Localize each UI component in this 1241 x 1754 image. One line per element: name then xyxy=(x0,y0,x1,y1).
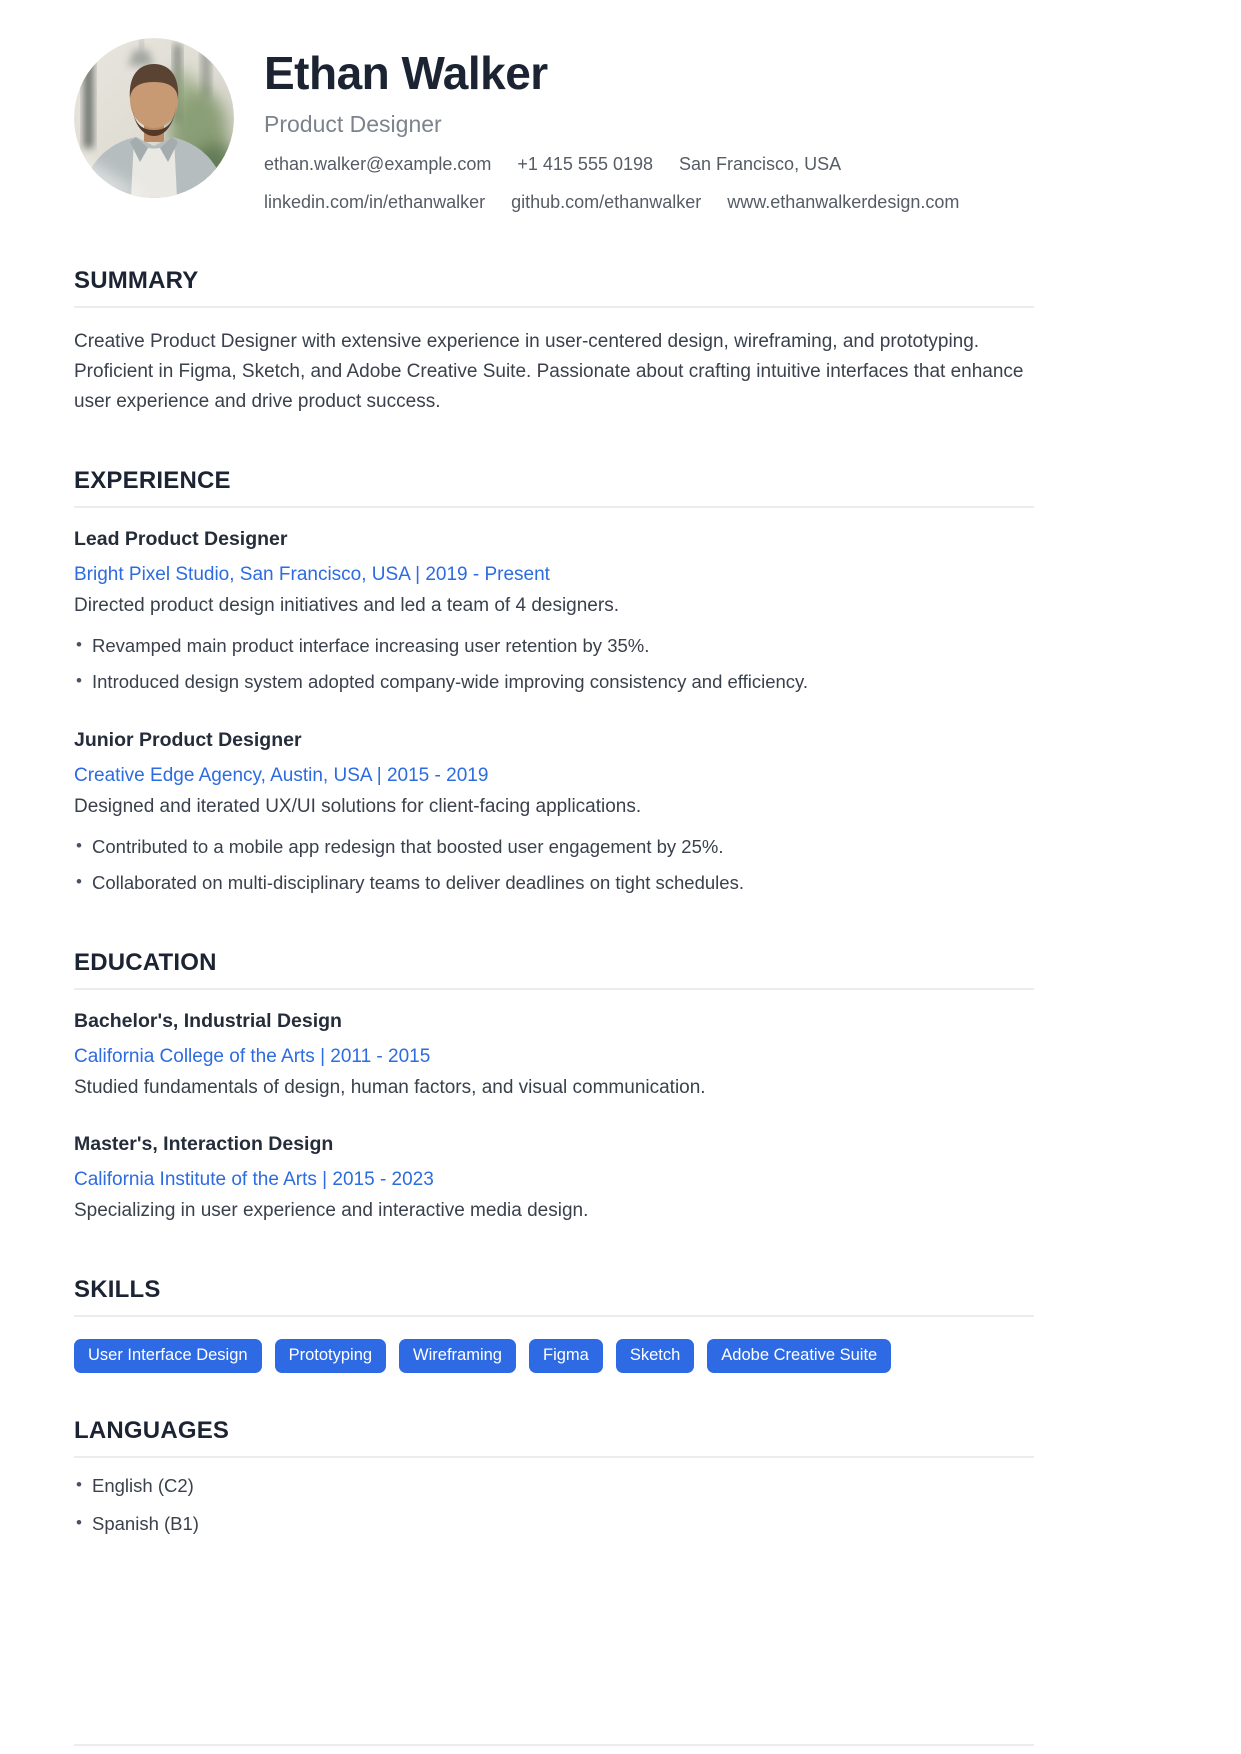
skills-heading: SKILLS xyxy=(74,1276,161,1304)
section-divider xyxy=(74,1315,1034,1317)
job-description: Designed and iterated UX/UI solutions for client-facing applications. xyxy=(74,795,642,817)
skill-chip: Adobe Creative Suite xyxy=(707,1339,891,1373)
job-bullet: • Collaborated on multi-disciplinary teams to deliver deadlines on tight schedules. xyxy=(74,871,1034,896)
education-heading: EDUCATION xyxy=(74,949,217,977)
job-title-text: Junior Product Designer xyxy=(74,728,302,751)
skill-chip: User Interface Design xyxy=(74,1339,262,1373)
job-bullet-list xyxy=(74,634,1034,695)
degree-meta-link: California College of the Arts | 2011 - 2015 xyxy=(74,1046,431,1068)
skill-chip: Prototyping xyxy=(275,1339,386,1373)
person-name: Ethan Walker xyxy=(264,47,548,99)
summary-text: Creative Product Designer with extensive experience in user-centered design, wireframing, and prototyping. Proficient in Figma, Sketch, and Adobe Creative Suite. Passionate about crafting intuitive interfaces that enhance user experience and drive product success. xyxy=(74,330,1024,412)
job-bullet: • Revamped main product interface increasing user retention by 35%. xyxy=(74,634,1034,659)
contact-row-links xyxy=(264,192,959,213)
job-meta-link: Creative Edge Agency, Austin, USA | 2015 - 2019 xyxy=(74,764,489,786)
job-bullet: • Contributed to a mobile app redesign that boosted user engagement by 25%. xyxy=(74,835,1034,860)
skill-chip: Figma xyxy=(529,1339,603,1373)
skill-chip-row xyxy=(74,1339,1034,1373)
profile-photo xyxy=(74,38,234,198)
contact-github[interactable]: github.com/ethanwalker xyxy=(511,191,702,212)
languages-heading: LANGUAGES xyxy=(74,1416,230,1444)
header-text xyxy=(264,36,959,213)
job-title-text: Lead Product Designer xyxy=(74,527,288,550)
degree-title-text: Master's, Interaction Design xyxy=(74,1133,334,1156)
section-divider xyxy=(74,506,1034,508)
language-item: • English (C2) xyxy=(74,1474,1034,1499)
degree-title-text: Bachelor's, Industrial Design xyxy=(74,1010,342,1033)
degree-description: Studied fundamentals of design, human factors, and visual communication. xyxy=(74,1077,706,1099)
experience-heading: EXPERIENCE xyxy=(74,466,231,494)
job-bullet-list xyxy=(74,835,1034,896)
summary-heading: SUMMARY xyxy=(74,266,199,294)
skill-chip: Wireframing xyxy=(399,1339,516,1373)
profile-photo-illustration xyxy=(74,38,234,198)
section-divider xyxy=(74,988,1034,990)
experience-entry xyxy=(74,528,1034,695)
job-bullet: • Introduced design system adopted company-wide improving consistency and efficiency. xyxy=(74,670,1034,695)
contact-linkedin[interactable]: linkedin.com/in/ethanwalker xyxy=(264,191,486,212)
resume-header xyxy=(74,36,1241,213)
section-divider xyxy=(74,306,1034,308)
skill-chip: Sketch xyxy=(616,1339,694,1373)
degree-meta-link: California Institute of the Arts | 2015 - 2023 xyxy=(74,1169,434,1191)
education-entry xyxy=(74,1010,1034,1099)
section-summary xyxy=(74,267,1034,417)
education-entry xyxy=(74,1133,1034,1222)
section-languages xyxy=(74,1417,1034,1537)
contact-location: San Francisco, USA xyxy=(679,153,842,174)
degree-description: Specializing in user experience and interactive media design. xyxy=(74,1200,589,1222)
contact-email[interactable]: ethan.walker@example.com xyxy=(264,153,492,174)
job-meta-link: Bright Pixel Studio, San Francisco, USA | 2019 - Present xyxy=(74,563,550,585)
section-divider xyxy=(74,1456,1034,1458)
section-experience xyxy=(74,467,1034,896)
section-skills xyxy=(74,1276,1034,1373)
contact-website[interactable]: www.ethanwalkerdesign.com xyxy=(727,191,960,212)
section-education xyxy=(74,949,1034,1222)
person-job-title: Product Designer xyxy=(264,110,442,137)
job-description: Directed product design initiatives and led a team of 4 designers. xyxy=(74,594,619,616)
contact-row-primary xyxy=(264,154,959,175)
page-footer-divider xyxy=(74,1744,1034,1746)
contact-phone[interactable]: +1 415 555 0198 xyxy=(517,153,654,174)
language-item: • Spanish (B1) xyxy=(74,1512,1034,1537)
experience-entry xyxy=(74,729,1034,896)
language-list xyxy=(74,1474,1034,1537)
